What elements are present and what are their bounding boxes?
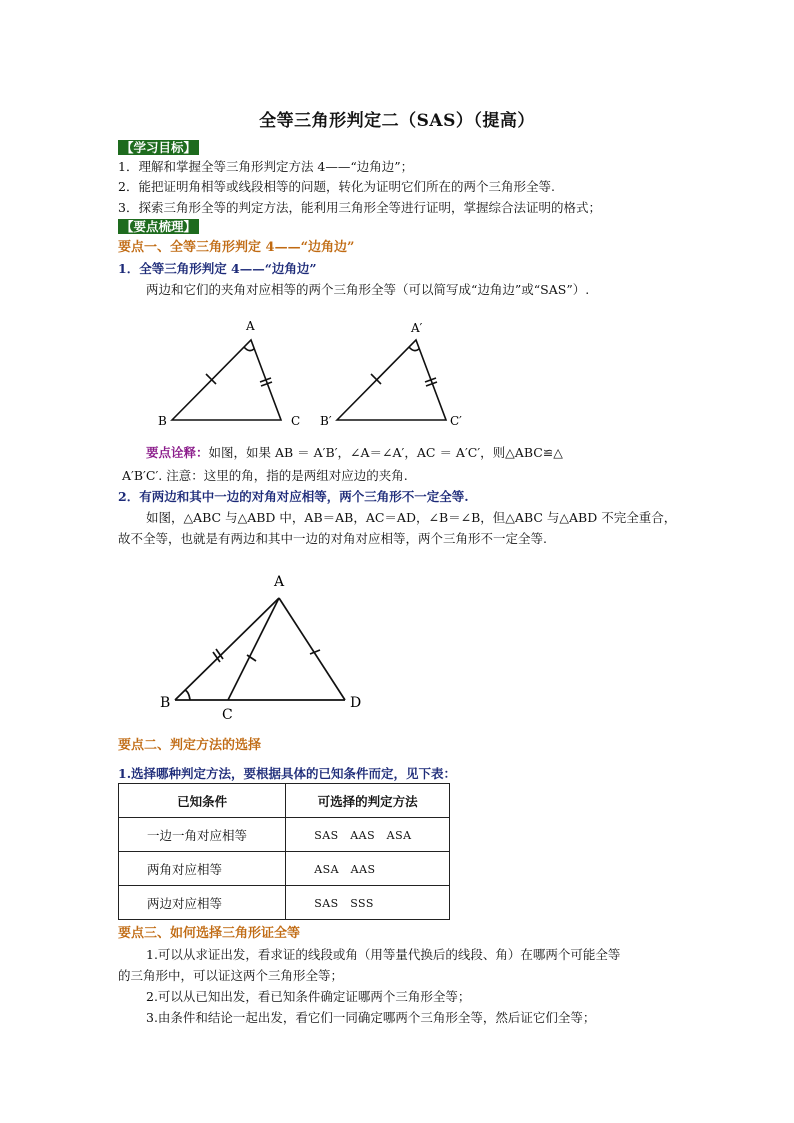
segment-ad (279, 598, 345, 700)
label-c-prime: C′ (450, 414, 462, 428)
note-label: 要点诠释： (146, 445, 209, 460)
table-row (119, 818, 450, 852)
note-text-1: 如图，如果 AB ＝ A′B′，∠A＝∠A′，AC ＝ A′C′，则△ABC≌△ (208, 445, 563, 460)
label-b: B (158, 414, 167, 428)
table-row (119, 886, 450, 920)
point1-subheading-2: 2．有两边和其中一边的对角对应相等，两个三角形不一定全等. (118, 489, 469, 504)
point3-item-3: 3.由条件和结论一起出发，看它们一同确定哪两个三角形全等，然后证它们全等； (146, 1010, 596, 1025)
learning-goals-header (118, 138, 199, 158)
label-c: C (291, 414, 301, 428)
label-c: C (222, 707, 233, 723)
point1-text-2a: 如图，△ABC 与△ABD 中，AB＝AB，AC＝AD，∠B＝∠B，但△ABC 与△ABD 不完全重合， (146, 510, 677, 525)
goal-item-3: 3．探索三角形全等的判定方法，能利用三角形全等进行证明，掌握综合法证明的格式； (118, 200, 601, 215)
table-cell-condition: 一边一角对应相等 (119, 818, 286, 852)
segment-ab (175, 598, 279, 700)
learning-goals-label: 【学习目标】 (118, 140, 199, 155)
point2-heading: 要点二、判定方法的选择 (118, 738, 262, 753)
table-cell-methods: SAS SSS (286, 886, 450, 920)
point1-text-2b: 故不全等，也就是有两边和其中一边的对角对应相等，两个三角形不一定全等. (118, 531, 547, 546)
goal-item-1: 1．理解和掌握全等三角形判定方法 4——“边角边”； (118, 159, 414, 174)
label-a: A (274, 574, 285, 590)
table-header-methods: 可选择的判定方法 (286, 784, 450, 818)
point3-item-2: 2.可以从已知出发，看已知条件确定证哪两个三角形全等； (146, 989, 471, 1004)
angle-arc-a2 (409, 347, 419, 351)
table-cell-condition: 两角对应相等 (119, 852, 286, 886)
point1-subheading-1: 1．全等三角形判定 4——“边角边” (118, 261, 317, 276)
segment-ac (228, 598, 279, 700)
judgment-methods-table (118, 783, 450, 920)
table-header-condition: 已知条件 (119, 784, 286, 818)
point3-item-1: 1.可以从求证出发，看求证的线段或角（用等量代换后的线段、角）在哪两个可能全等 (146, 947, 621, 962)
table-header-row (119, 784, 450, 818)
point3-heading: 要点三、如何选择三角形证全等 (118, 926, 301, 941)
goal-item-2: 2．能把证明角相等或线段相等的问题，转化为证明它们所在的两个三角形全等. (118, 179, 555, 194)
point1-note-line-2: A′B′C′. 注意：这里的角，指的是两组对应边的夹角. (122, 468, 408, 483)
page-title: 全等三角形判定二（SAS）（提高） (259, 111, 535, 131)
point3-item-1-cont: 的三角形中，可以证这两个三角形全等； (118, 968, 344, 983)
label-a: A (246, 319, 255, 333)
point2-subheading-1: 1.选择哪种判定方法，要根据具体的已知条件而定，见下表： (118, 766, 457, 781)
table-row (119, 852, 450, 886)
point1-text-1: 两边和它们的夹角对应相等的两个三角形全等（可以简写成“边角边”或“SAS”）. (146, 282, 590, 297)
summary-header (118, 217, 199, 237)
angle-arc-b (185, 690, 190, 700)
label-a-prime: A′ (411, 321, 423, 335)
point1-note-line-1 (146, 443, 563, 463)
label-b-prime: B′ (320, 414, 332, 428)
label-b: B (160, 695, 171, 711)
table-cell-methods: ASA AAS (286, 852, 450, 886)
tick-a2b2 (371, 374, 381, 384)
congruent-triangles-figure (150, 312, 480, 434)
tick-ab (206, 374, 216, 384)
table-cell-methods: SAS AAS ASA (286, 818, 450, 852)
ssa-counterexample-figure (150, 566, 380, 726)
label-d: D (350, 695, 362, 711)
table-cell-condition: 两边对应相等 (119, 886, 286, 920)
angle-arc-a (244, 347, 254, 351)
point1-heading: 要点一、全等三角形判定 4——“边角边” (118, 240, 355, 255)
summary-label: 【要点梳理】 (118, 219, 199, 234)
